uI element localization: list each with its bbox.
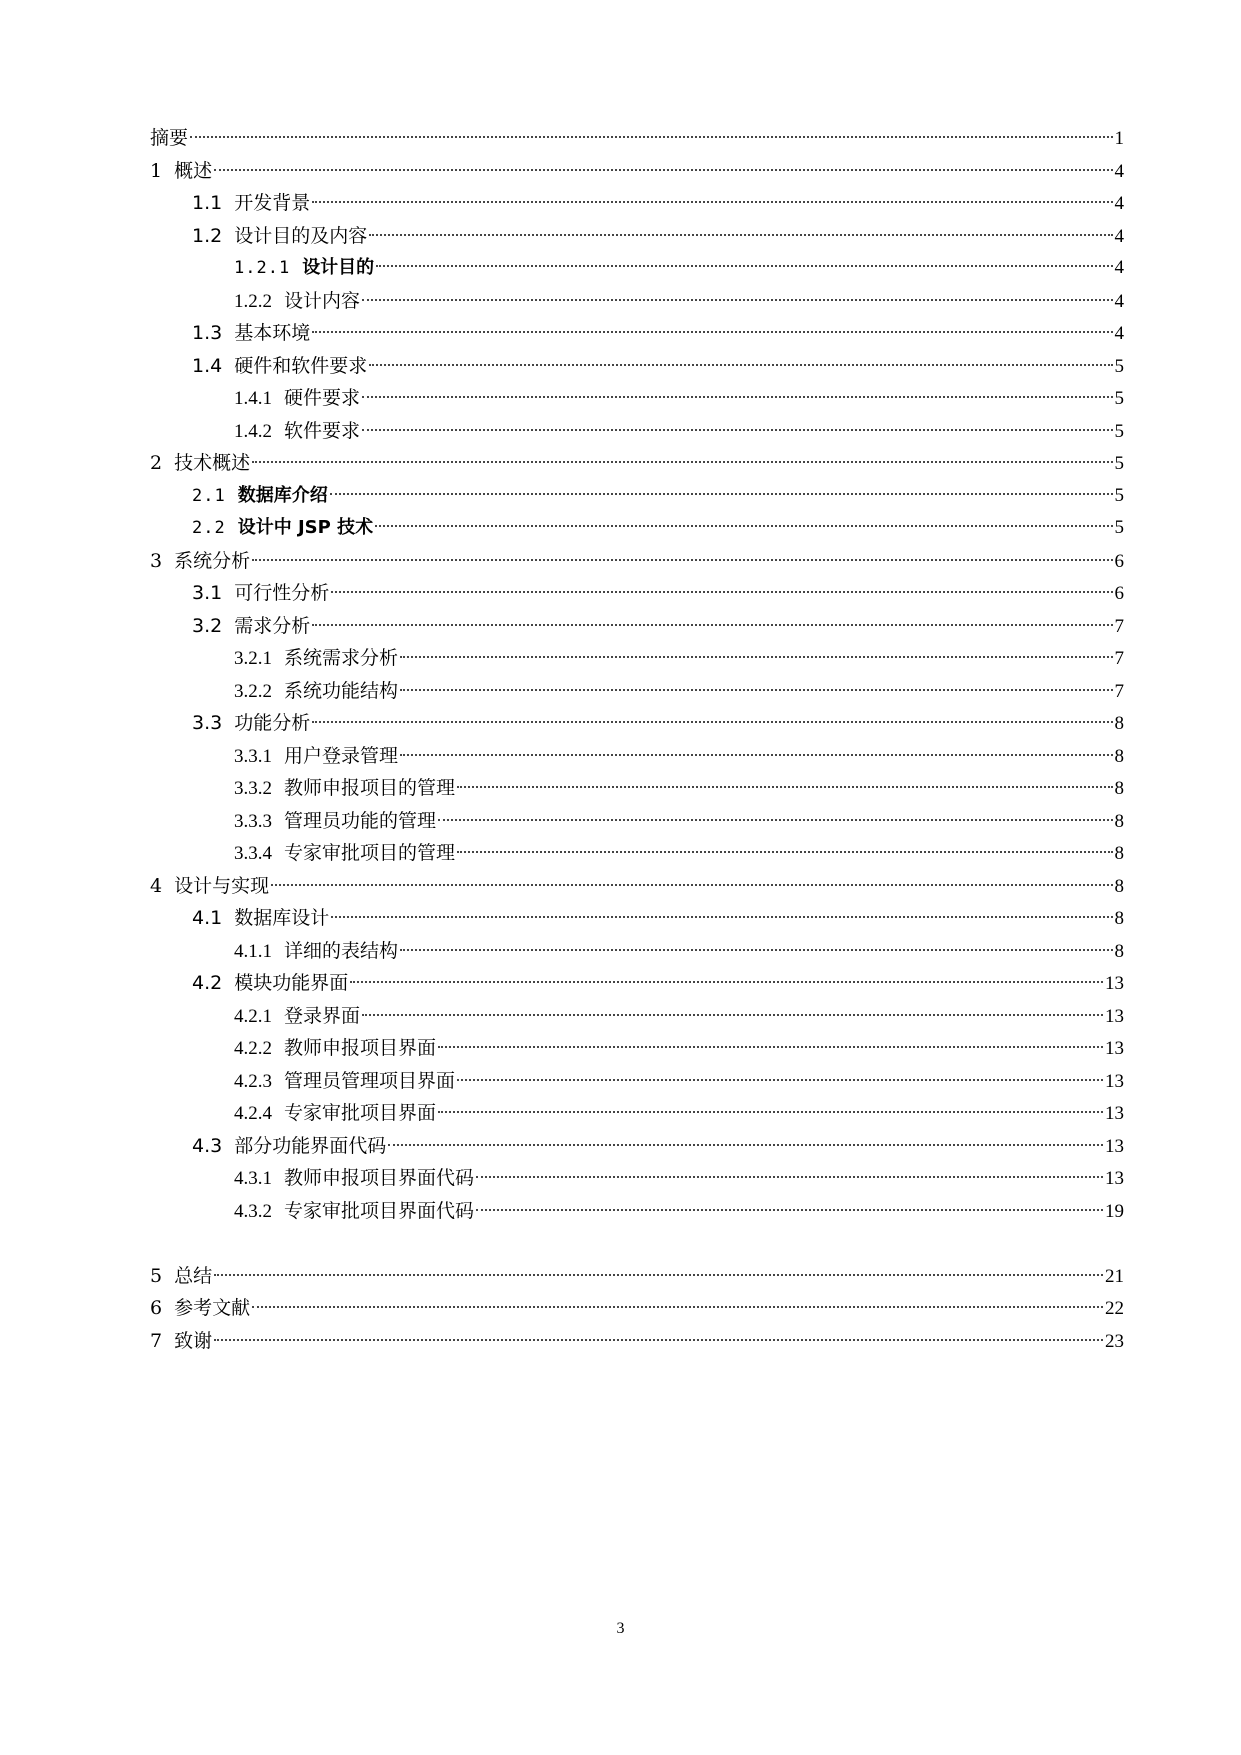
toc-entry-number: 3.3 bbox=[192, 712, 223, 734]
toc-entry-title: 系统需求分析 bbox=[284, 647, 399, 669]
toc-entry[interactable] bbox=[150, 967, 1124, 1000]
toc-entry-number: 1.4 bbox=[192, 354, 223, 377]
toc-entry[interactable] bbox=[150, 642, 1124, 675]
toc-entry-number: 2.2 bbox=[192, 518, 226, 538]
toc-entry[interactable] bbox=[150, 317, 1124, 350]
toc-entry-number: 2 bbox=[150, 452, 163, 474]
toc-entry-number: 1.2 bbox=[192, 224, 223, 247]
dot-leader bbox=[331, 591, 1112, 593]
dot-leader bbox=[438, 1111, 1103, 1113]
toc-entry[interactable] bbox=[150, 1032, 1124, 1065]
table-of-contents bbox=[150, 122, 1124, 1357]
toc-entry-number: 4.3 bbox=[192, 1134, 223, 1157]
toc-entry-number: 6 bbox=[150, 1297, 163, 1319]
dot-leader bbox=[476, 1176, 1103, 1178]
toc-entry[interactable] bbox=[150, 122, 1124, 155]
toc-entry-title: 数据库设计 bbox=[234, 907, 330, 929]
page-number: 3 bbox=[616, 1620, 625, 1637]
toc-entry[interactable] bbox=[150, 220, 1124, 253]
toc-entry-title: 软件要求 bbox=[284, 419, 361, 442]
toc-entry-title: 专家审批项目界面代码 bbox=[284, 1199, 475, 1222]
toc-entry-title: 专家审批项目的管理 bbox=[284, 842, 456, 864]
toc-entry-page: 8 bbox=[1114, 810, 1124, 832]
dot-leader bbox=[400, 754, 1112, 756]
toc-entry-title: 教师申报项目界面代码 bbox=[284, 1167, 475, 1189]
toc-entry-number: 3 bbox=[150, 549, 163, 572]
toc-entry-page: 8 bbox=[1114, 745, 1124, 767]
toc-entry-page: 13 bbox=[1105, 973, 1124, 994]
toc-entry-page: 5 bbox=[1114, 420, 1124, 442]
toc-entry-title: 设计目的 bbox=[302, 257, 375, 278]
toc-entry-number: 1.4.1 bbox=[234, 388, 272, 409]
toc-entry[interactable] bbox=[150, 1195, 1124, 1228]
toc-entry-number: 4.1.1 bbox=[234, 940, 272, 962]
toc-entry-page: 8 bbox=[1114, 843, 1124, 864]
toc-entry-title: 设计与实现 bbox=[174, 874, 270, 897]
toc-entry-title: 摘要 bbox=[150, 127, 189, 149]
toc-entry-title: 设计中 JSP 技术 bbox=[237, 517, 374, 538]
dot-leader bbox=[400, 949, 1112, 951]
toc-entry[interactable] bbox=[150, 480, 1124, 513]
toc-entry-number: 1.1 bbox=[192, 192, 223, 214]
toc-entry-title: 功能分析 bbox=[234, 712, 311, 734]
toc-entry-page: 6 bbox=[1114, 583, 1124, 604]
toc-entry-number: 3.3.1 bbox=[234, 745, 272, 767]
toc-entry[interactable] bbox=[150, 772, 1124, 805]
toc-entry-title: 开发背景 bbox=[234, 192, 311, 214]
toc-gap bbox=[150, 1227, 1124, 1260]
dot-leader bbox=[476, 1209, 1103, 1211]
toc-entry-title: 教师申报项目界面 bbox=[284, 1037, 437, 1059]
toc-entry[interactable] bbox=[150, 155, 1124, 188]
toc-entry-page: 4 bbox=[1114, 290, 1124, 312]
toc-entry-number: 3.3.3 bbox=[234, 810, 272, 832]
toc-entry-number: 3.1 bbox=[192, 582, 223, 604]
toc-entry[interactable] bbox=[150, 1292, 1124, 1325]
toc-entry[interactable] bbox=[150, 382, 1124, 415]
dot-leader bbox=[400, 656, 1112, 658]
toc-entry-number: 1.3 bbox=[192, 322, 223, 344]
toc-entry-number: 4.3.1 bbox=[234, 1168, 272, 1189]
dot-leader bbox=[400, 689, 1112, 691]
toc-entry-title: 设计内容 bbox=[284, 289, 361, 312]
toc-entry-page: 8 bbox=[1114, 940, 1124, 962]
toc-entry-title: 参考文献 bbox=[174, 1297, 251, 1319]
toc-entry[interactable] bbox=[150, 545, 1124, 578]
dot-leader bbox=[312, 331, 1112, 333]
toc-entry[interactable] bbox=[150, 870, 1124, 903]
toc-entry-number: 4.2.1 bbox=[234, 1005, 272, 1027]
toc-entry-number: 3.2.2 bbox=[234, 680, 272, 702]
dot-leader bbox=[369, 234, 1112, 236]
toc-entry[interactable] bbox=[150, 1065, 1124, 1098]
toc-entry-number: 4.2 bbox=[192, 972, 223, 994]
toc-entry-title: 系统功能结构 bbox=[284, 679, 399, 702]
toc-entry-page: 8 bbox=[1114, 908, 1124, 929]
toc-entry-page: 6 bbox=[1114, 550, 1124, 572]
dot-leader bbox=[214, 1274, 1103, 1276]
dot-leader bbox=[362, 299, 1112, 301]
toc-entry-number: 3.3.4 bbox=[234, 843, 272, 864]
toc-entry-page: 4 bbox=[1114, 160, 1124, 182]
toc-entry-page: 7 bbox=[1114, 680, 1124, 702]
toc-entry[interactable] bbox=[150, 805, 1124, 838]
toc-entry[interactable] bbox=[150, 675, 1124, 708]
toc-entry[interactable] bbox=[150, 837, 1124, 870]
dot-leader bbox=[312, 721, 1112, 723]
dot-leader bbox=[330, 493, 1113, 495]
toc-entry-page: 8 bbox=[1114, 778, 1124, 799]
toc-entry-title: 硬件要求 bbox=[284, 387, 361, 409]
toc-entry-page: 22 bbox=[1105, 1298, 1124, 1319]
toc-entry-page: 7 bbox=[1114, 648, 1124, 669]
toc-entry-number: 1.2.1 bbox=[234, 258, 291, 278]
toc-entry[interactable] bbox=[150, 740, 1124, 773]
toc-entry-title: 管理员功能的管理 bbox=[284, 809, 437, 832]
toc-entry[interactable] bbox=[150, 902, 1124, 935]
toc-entry-number: 1.2.2 bbox=[234, 290, 272, 312]
toc-entry-title: 系统分析 bbox=[174, 549, 251, 572]
toc-entry-page: 21 bbox=[1105, 1265, 1124, 1287]
toc-entry-title: 模块功能界面 bbox=[234, 972, 349, 994]
toc-entry-page: 5 bbox=[1114, 355, 1124, 377]
toc-entry-title: 硬件和软件要求 bbox=[234, 354, 368, 377]
toc-entry[interactable] bbox=[150, 512, 1124, 545]
toc-entry[interactable] bbox=[150, 707, 1124, 740]
toc-entry-page: 13 bbox=[1105, 1038, 1124, 1059]
dot-leader bbox=[362, 396, 1112, 398]
dot-leader bbox=[438, 819, 1112, 821]
toc-entry-page: 13 bbox=[1105, 1135, 1124, 1157]
toc-entry[interactable] bbox=[150, 935, 1124, 968]
toc-entry-number: 5 bbox=[150, 1264, 163, 1287]
toc-entry[interactable] bbox=[150, 1162, 1124, 1195]
toc-entry-number: 4 bbox=[150, 874, 163, 897]
toc-entry-title: 基本环境 bbox=[234, 322, 311, 344]
dot-leader bbox=[214, 1339, 1103, 1341]
toc-entry-title: 管理员管理项目界面 bbox=[284, 1069, 456, 1092]
toc-entry-number: 4.2.4 bbox=[234, 1103, 272, 1124]
toc-entry-page: 19 bbox=[1105, 1200, 1124, 1222]
toc-entry-page: 23 bbox=[1105, 1330, 1124, 1352]
toc-entry-page: 5 bbox=[1114, 484, 1124, 506]
toc-entry[interactable] bbox=[150, 1097, 1124, 1130]
toc-entry-title: 部分功能界面代码 bbox=[234, 1134, 387, 1157]
dot-leader bbox=[271, 884, 1112, 886]
toc-entry-page: 4 bbox=[1114, 257, 1124, 278]
toc-entry-page: 4 bbox=[1114, 323, 1124, 344]
toc-entry-page: 13 bbox=[1105, 1103, 1124, 1124]
toc-entry-number: 4.3.2 bbox=[234, 1200, 272, 1222]
dot-leader bbox=[457, 786, 1112, 788]
toc-entry-title: 技术概述 bbox=[174, 452, 251, 474]
toc-entry-page: 4 bbox=[1114, 193, 1124, 214]
toc-entry-title: 登录界面 bbox=[284, 1004, 361, 1027]
toc-entry[interactable] bbox=[150, 1260, 1124, 1293]
dot-leader bbox=[331, 916, 1112, 918]
toc-entry[interactable] bbox=[150, 285, 1124, 318]
dot-leader bbox=[388, 1144, 1103, 1146]
toc-entry-number: 4.1 bbox=[192, 907, 223, 929]
toc-entry[interactable] bbox=[150, 252, 1124, 285]
toc-entry-title: 设计目的及内容 bbox=[234, 224, 368, 247]
toc-entry-title: 专家审批项目界面 bbox=[284, 1102, 437, 1124]
toc-entry-page: 13 bbox=[1105, 1005, 1124, 1027]
toc-entry-page: 5 bbox=[1114, 453, 1124, 474]
dot-leader bbox=[350, 981, 1103, 983]
toc-entry-page: 5 bbox=[1114, 388, 1124, 409]
toc-entry-page: 8 bbox=[1114, 875, 1124, 897]
toc-entry[interactable] bbox=[150, 350, 1124, 383]
toc-entry-number: 4.2.3 bbox=[234, 1070, 272, 1092]
toc-entry-number: 3.2.1 bbox=[234, 648, 272, 669]
toc-entry-number: 3.3.2 bbox=[234, 778, 272, 799]
dot-leader bbox=[312, 624, 1112, 626]
dot-leader bbox=[190, 136, 1112, 138]
toc-entry[interactable] bbox=[150, 610, 1124, 643]
toc-entry-page: 13 bbox=[1105, 1070, 1124, 1092]
toc-entry-title: 概述 bbox=[174, 159, 213, 182]
dot-leader bbox=[375, 525, 1112, 527]
dot-leader bbox=[362, 1014, 1103, 1016]
toc-entry[interactable] bbox=[150, 447, 1124, 480]
toc-entry-page: 5 bbox=[1114, 517, 1124, 538]
toc-entry-title: 可行性分析 bbox=[234, 582, 330, 604]
toc-entry-title: 需求分析 bbox=[234, 614, 311, 637]
toc-entry-number: 7 bbox=[150, 1329, 163, 1352]
toc-entry-title: 详细的表结构 bbox=[284, 939, 399, 962]
toc-entry-number: 3.2 bbox=[192, 614, 223, 637]
dot-leader bbox=[362, 429, 1112, 431]
toc-entry[interactable] bbox=[150, 1130, 1124, 1163]
toc-entry[interactable] bbox=[150, 1325, 1124, 1358]
dot-leader bbox=[376, 265, 1112, 267]
dot-leader bbox=[438, 1046, 1103, 1048]
toc-entry[interactable] bbox=[150, 187, 1124, 220]
toc-entry-page: 8 bbox=[1114, 713, 1124, 734]
toc-entry-number: 2.1 bbox=[192, 485, 226, 506]
toc-entry[interactable] bbox=[150, 1000, 1124, 1033]
toc-entry-title: 总结 bbox=[174, 1264, 213, 1287]
dot-leader bbox=[252, 1306, 1103, 1308]
toc-entry-title: 教师申报项目的管理 bbox=[284, 777, 456, 799]
dot-leader bbox=[457, 851, 1112, 853]
toc-entry-page: 4 bbox=[1114, 225, 1124, 247]
dot-leader bbox=[252, 461, 1112, 463]
toc-entry-title: 用户登录管理 bbox=[284, 744, 399, 767]
toc-entry-page: 13 bbox=[1105, 1168, 1124, 1189]
toc-entry-page: 1 bbox=[1114, 128, 1124, 149]
toc-entry-title: 致谢 bbox=[174, 1329, 213, 1352]
toc-entry-title: 数据库介绍 bbox=[237, 484, 328, 506]
dot-leader bbox=[214, 169, 1112, 171]
toc-entry-number: 1.4.2 bbox=[234, 420, 272, 442]
toc-entry[interactable] bbox=[150, 415, 1124, 448]
dot-leader bbox=[457, 1079, 1103, 1081]
dot-leader bbox=[312, 201, 1112, 203]
dot-leader bbox=[252, 559, 1112, 561]
toc-entry[interactable] bbox=[150, 577, 1124, 610]
dot-leader bbox=[369, 364, 1112, 366]
toc-entry-number: 4.2.2 bbox=[234, 1038, 272, 1059]
toc-entry-number: 1 bbox=[150, 159, 163, 182]
toc-entry-page: 7 bbox=[1114, 615, 1124, 637]
